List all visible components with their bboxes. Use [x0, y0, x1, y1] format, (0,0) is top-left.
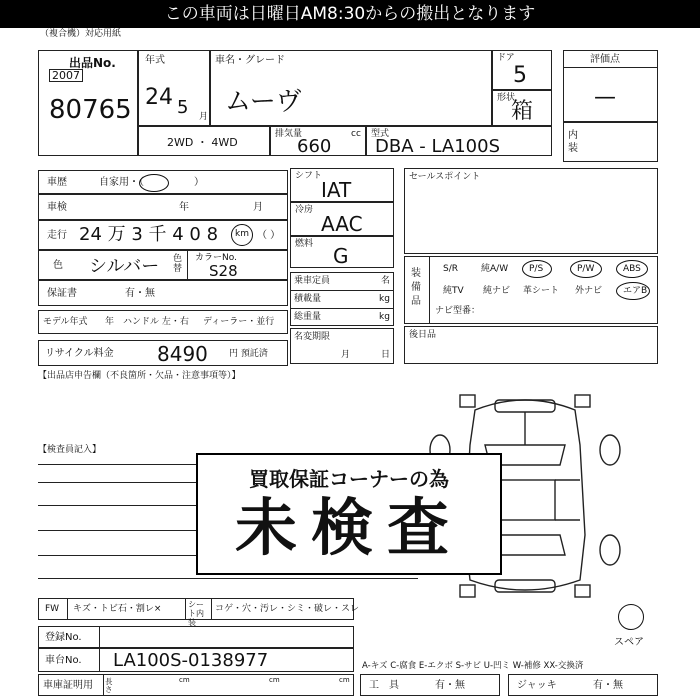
jack-row [508, 674, 658, 696]
spare-tire-icon [618, 604, 644, 630]
tools-value: 有・無 [435, 680, 465, 691]
color-code: S28 [209, 262, 238, 280]
capacity-l-unit: kg [379, 294, 390, 304]
name-box [210, 50, 492, 126]
color-label: 色 [53, 260, 63, 271]
fw-label: FW [45, 604, 60, 614]
name-value: ムーヴ [225, 87, 302, 117]
lot-year-tag: 2007 [49, 69, 83, 82]
shift-box [290, 168, 394, 202]
lot-number: 80765 [49, 95, 132, 125]
model-year-unit: 年 [105, 317, 115, 327]
equip-abs: ABS [623, 264, 641, 274]
lot-box [38, 50, 138, 156]
equip-ps: P/S [529, 264, 544, 274]
equip-aw: 純A/W [481, 264, 509, 274]
equip-tv: 純TV [443, 286, 464, 296]
mileage-extra: （ ） [257, 230, 281, 241]
fw-row [38, 598, 360, 627]
chassis-label: 車台No. [45, 655, 82, 666]
form-header: （複合機）対応用紙 [40, 29, 122, 39]
tools-label: 工 具 [369, 680, 399, 691]
ac-value: AAC [321, 212, 363, 236]
equip-ext-navi: 外ナビ [575, 286, 603, 296]
inspection-year-unit: 年 [179, 202, 189, 213]
stamp-line1: 買取保証コーナーの為 [249, 467, 449, 491]
cert-b: cm [179, 676, 190, 684]
year-month: 5 [177, 97, 189, 118]
capacity-p-unit: 名 [381, 276, 391, 286]
cert-row [38, 674, 354, 696]
color-value: シルバー [89, 256, 160, 277]
inspection-row [38, 194, 288, 220]
sales-point-label: セールスポイント [409, 172, 481, 182]
equip-pw: P/W [577, 264, 595, 274]
seller-report-label: 【出品店申告欄（不良箇所・欠品・注意事項等）】 [38, 371, 241, 381]
fw-items: キズ・トビ石・割レ× [73, 604, 162, 614]
after-date-box [404, 326, 658, 364]
model-year-label: モデル年式 [43, 317, 88, 327]
capacity-load: 積載量 [294, 294, 322, 304]
shape-value: 箱 [511, 99, 534, 124]
equipment-label: 装備品 [411, 268, 421, 307]
equip-leather: 革シート [523, 286, 560, 296]
grade-value: — [594, 85, 616, 110]
registration-row [38, 626, 354, 648]
mileage-unit: km [235, 229, 249, 239]
year-label: 年式 [145, 55, 165, 66]
year-box [138, 50, 210, 126]
recycle-row [38, 340, 288, 366]
after-date-label: 後日品 [409, 330, 437, 340]
cert-d: cm [339, 676, 350, 684]
inspector-note-label: 【検査員記入】 [38, 445, 102, 455]
color-code-label: カラーNo. [195, 253, 237, 263]
capacity-weight: 総重量 [294, 312, 322, 322]
equip-navi: 純ナビ [483, 286, 511, 296]
change-date-label: 名変期限 [294, 332, 331, 342]
equipment-box [404, 256, 658, 324]
registration-label: 登録No. [45, 632, 82, 643]
recycle-unit: 円 預託済 [229, 349, 268, 359]
name-label: 車名・グレード [215, 55, 285, 66]
chassis-value: LA100S-0138977 [113, 650, 269, 671]
stamp-box [196, 453, 502, 575]
history-label: 車歴 [47, 177, 67, 188]
seat-label: シート内装 [188, 600, 204, 627]
shape-box [492, 90, 552, 126]
cert-c: cm [269, 676, 280, 684]
warranty-value: 有・無 [125, 288, 155, 299]
recycle-value: 8490 [157, 342, 208, 366]
shape-label: 形状 [497, 93, 516, 103]
year-month-unit: 月 [199, 112, 209, 122]
doors-label: ドア [497, 53, 515, 63]
equip-sr: S/R [443, 264, 458, 274]
dealer-label: ディーラー・並行 [203, 317, 275, 327]
displacement-box [270, 126, 366, 156]
handle-label: ハンドル 左・右 [123, 317, 189, 327]
cert-label: 車庫証明用 [43, 680, 93, 691]
history-value: 自家用・（ ） [99, 177, 204, 188]
drive-label: 2WD ・ 4WD [167, 136, 238, 149]
seat-items: コゲ・穴・汚レ・シミ・破レ・スレ [215, 604, 360, 614]
warranty-row [38, 280, 288, 306]
interior-box [563, 122, 658, 162]
shift-value: IAT [321, 178, 352, 202]
sales-point-box [404, 168, 658, 254]
shift-label: シフト [295, 171, 323, 181]
capacity-box [290, 272, 394, 326]
history-row [38, 170, 288, 194]
top-banner [0, 0, 700, 28]
change-date-month: 月 [341, 350, 351, 360]
mileage-value: 24 万 3 千 4 0 8 [79, 224, 219, 245]
cert-a: 長さ [105, 677, 113, 695]
fuel-label: 燃料 [295, 239, 314, 249]
lot-label: 出品No. [69, 56, 116, 70]
equip-airbag: エアB [623, 286, 648, 296]
spare-label: スペア [614, 637, 644, 648]
warranty-label: 保証書 [47, 288, 77, 299]
drive-box [138, 126, 270, 156]
tools-row [360, 674, 500, 696]
ac-box [290, 202, 394, 236]
inspection-label: 車検 [47, 202, 67, 213]
displacement-label: 排気量 [275, 129, 303, 139]
interior-label: 内 装 [568, 130, 578, 154]
recycle-label: リサイクル料金 [45, 348, 114, 359]
model-value: DBA - LA100S [375, 136, 500, 157]
displacement-value: 660 [297, 136, 332, 157]
chassis-row [38, 648, 354, 672]
color-row [38, 250, 288, 280]
jack-value: 有・無 [593, 680, 623, 691]
fuel-box [290, 236, 394, 268]
doors-value: 5 [513, 63, 527, 88]
equip-navi-model: ナビ型番： [435, 306, 481, 316]
inspection-month-unit: 月 [253, 202, 263, 213]
ac-label: 冷房 [295, 205, 314, 215]
model-label: 型式 [371, 129, 390, 139]
jack-label: ジャッキ [517, 680, 557, 691]
fuel-value: G [333, 244, 349, 268]
year-value: 24 [145, 85, 173, 110]
grade-box [563, 50, 658, 122]
stamp-line2: 未検査 [234, 491, 463, 564]
displacement-unit: cc [351, 129, 361, 139]
color-change-label: 色替 [173, 254, 183, 274]
model-year-row [38, 310, 288, 334]
change-date-box [290, 328, 394, 364]
change-date-day: 日 [381, 350, 391, 360]
mileage-label: 走行 [47, 230, 67, 241]
mileage-row [38, 220, 288, 250]
capacity-w-unit: kg [379, 312, 390, 322]
model-box [366, 126, 552, 156]
banner-text: この車両は日曜日AM8:30からの搬出となります [164, 4, 536, 24]
legend: A-キズ C-腐食 E-エクボ S-サビ U-凹ミ W-補修 XX-交換済 [362, 661, 584, 671]
grade-label: 評価点 [590, 54, 620, 65]
capacity-passengers: 乗車定員 [294, 276, 331, 286]
doors-box [492, 50, 552, 90]
